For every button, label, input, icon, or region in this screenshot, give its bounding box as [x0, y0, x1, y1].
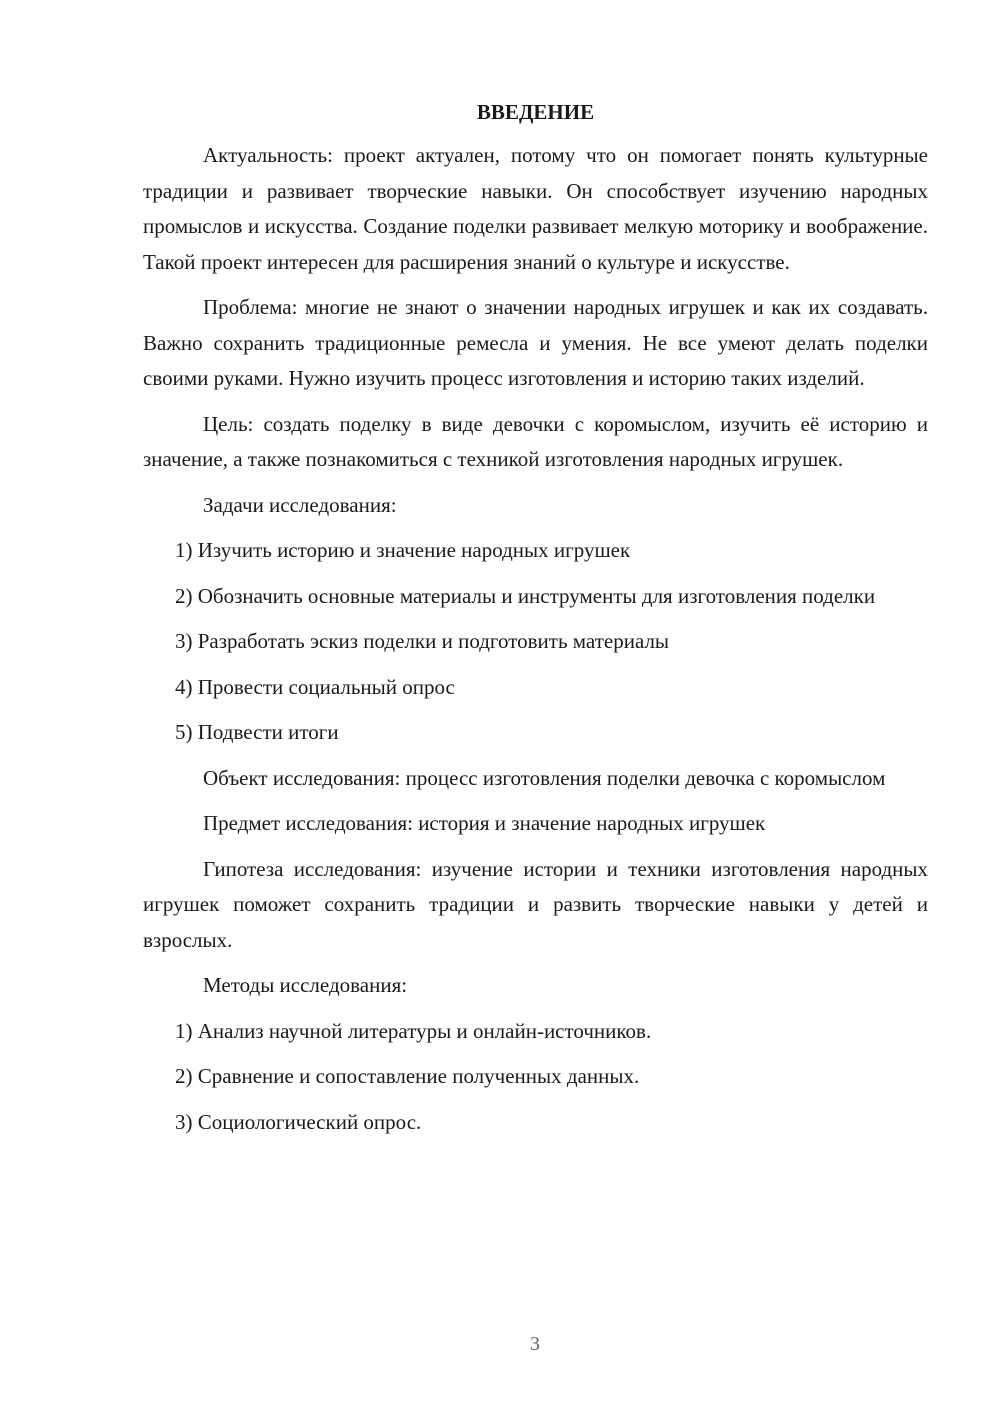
task-item: 5) Подвести итоги	[175, 720, 339, 744]
page-title: ВВЕДЕНИЕ	[476, 100, 595, 124]
problem-paragraph: Проблема: многие не знают о значении народных игрушек и как их создавать. Важно сохранить традиционные ремесла и умения. Не все умеют делать поделки своими руками. Нужно изучить процесс изготовления и историю таких изделий.	[143, 295, 928, 390]
page-number: 3	[530, 1333, 540, 1355]
methods-heading: Методы исследования:	[203, 973, 408, 997]
goal-paragraph: Цель: создать поделку в виде девочки с коромыслом, изучить её историю и значение, а также познакомиться с техникой изготовления народных игрушек.	[143, 411, 928, 471]
subject-paragraph: Предмет исследования: история и значение народных игрушек	[203, 811, 766, 835]
task-item: 4) Провести социальный опрос	[175, 674, 455, 699]
task-item: 3) Разработать эскиз поделки и подготовить материалы	[175, 629, 670, 653]
relevance-paragraph: Актуальность: проект актуален, потому что он помогает понять культурные традиции и развивает творческие навыки. Он способствует изучению народных промыслов и искусства. Создание поделки развивает мелкую моторику и воображение. Такой проект интересен для расширения знаний о культуре и искусстве.	[143, 143, 928, 274]
method-item: 3) Социологический опрос.	[175, 1109, 422, 1134]
task-item: 2) Обозначить основные материалы и инструменты для изготовления поделки	[175, 583, 876, 608]
method-item: 1) Анализ научной литературы и онлайн-источников.	[175, 1018, 652, 1043]
hypothesis-paragraph: Гипотеза исследования: изучение истории и техники изготовления народных игрушек поможет сохранить традиции и развить творческие навыки у детей и взрослых.	[143, 856, 928, 952]
document-page	[143, 95, 928, 1150]
object-paragraph: Объект исследования: процесс изготовления поделки девочка с коромыслом	[203, 765, 886, 790]
method-item: 2) Сравнение и сопоставление полученных данных.	[175, 1064, 640, 1088]
task-item: 1) Изучить историю и значение народных игрушек	[175, 538, 631, 562]
tasks-heading: Задачи исследования:	[203, 492, 397, 517]
